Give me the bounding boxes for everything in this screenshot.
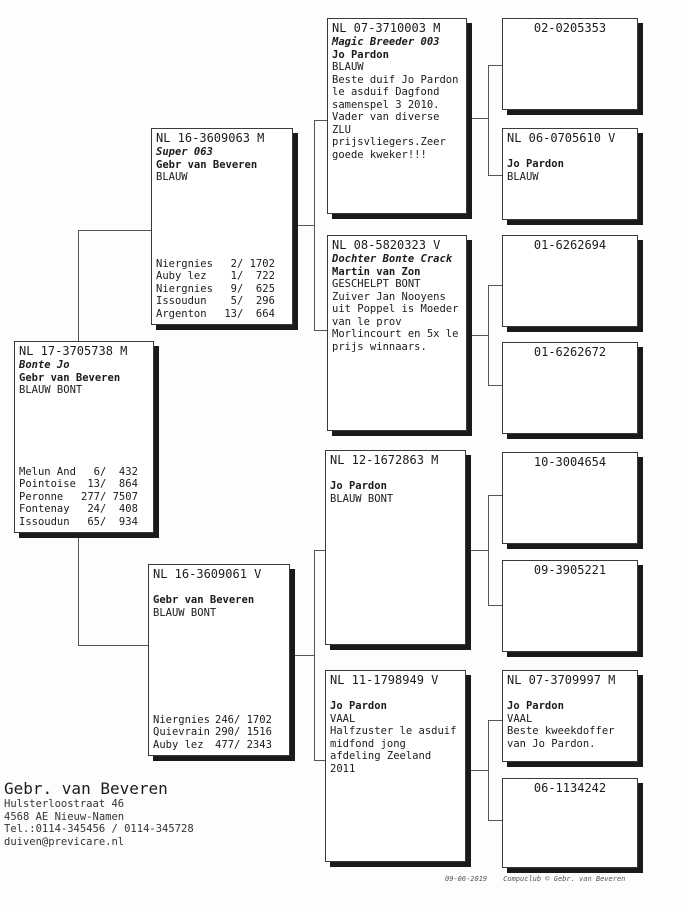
ring-number: 06-1134242 [533,781,607,795]
race-value: 13/ 664 [218,307,275,320]
connector [488,820,502,821]
ring-number: NL 07-3710003 M [332,21,441,35]
pigeon-color: VAAL [330,712,356,725]
connector [488,495,489,605]
ring-number: 02-0205353 [533,21,607,35]
pigeon-card-ff[interactable] [327,18,467,214]
connector [78,645,150,646]
connector [488,720,489,820]
connector [78,230,79,342]
ring-number: NL 06-0705610 V [507,131,616,145]
result-row [156,308,275,321]
connector [466,550,488,551]
pigeon-name: Magic Breeder 003 [332,36,440,48]
owner-name: Jo Pardon [330,480,387,492]
result-row [156,283,275,296]
connector [314,550,325,551]
breeder-street: Hulsterloostraat 46 [4,798,125,810]
owner-name: Jo Pardon [507,700,564,712]
pigeon-card-ffm[interactable] [502,128,638,220]
pigeon-color: VAAL [507,712,533,725]
pigeon-card-fmf[interactable] [502,235,638,327]
race-place: Quievrain [153,726,210,738]
race-value: 277/ 7507 [81,490,138,503]
connector [289,655,314,656]
connector [488,495,502,496]
breeder-city: 4568 AE Nieuw-Namen [4,810,125,823]
connector [314,550,315,760]
pigeon-note: Zuiver Jan Nooyens uit Poppel is Moeder van le prov Morlincourt en 5x le prijs winnaars. [332,290,459,353]
ring-number: NL 07-3709997 M [507,673,616,687]
race-place: Auby lez [153,738,204,751]
pigeon-color: BLAUW BONT [153,606,217,619]
owner-name: Martin van Zon [332,265,421,278]
pigeon-card-father[interactable] [151,128,293,325]
owner-name: Gebr van Beveren [19,371,121,384]
breeder-name: Gebr. van Beveren [4,779,168,798]
pigeon-card-fmm[interactable] [502,342,638,434]
ring-number: NL 17-3705738 M [19,344,128,358]
race-value: 65/ 934 [81,515,138,528]
race-place: Melun And [19,465,76,478]
connector [314,760,325,761]
pigeon-name: Bonte Jo [19,359,70,371]
race-place: Niergnies [153,713,210,726]
pigeon-card-mmf[interactable] [502,670,638,762]
owner-name: Jo Pardon [332,48,389,61]
race-place: Niergnies [156,257,213,270]
race-value: 290/ 1516 [215,726,272,738]
race-results [19,466,138,529]
race-place: Argenton [156,307,207,320]
result-row [19,503,138,516]
footer-credit: Compuclub © Gebr. van Beveren [503,875,626,883]
race-value: 13/ 864 [81,478,138,490]
result-row [19,478,138,491]
race-value: 6/ 432 [81,465,138,478]
pigeon-note: Beste kweekdoffer van Jo Pardon. [507,725,615,750]
ring-number: NL 16-3609061 V [153,567,262,581]
pigeon-color: BLAUW [156,171,188,183]
breeder-email: duiven@previcare.nl [4,835,125,848]
pigeon-card-fff[interactable] [502,18,638,110]
result-row [153,726,272,739]
race-place: Issoudun [156,295,207,307]
connector [466,770,488,771]
result-row [153,739,272,752]
pigeon-color: BLAUW BONT [330,492,394,505]
footer [445,875,641,883]
race-value: 5/ 296 [218,295,275,307]
pigeon-name: Dochter Bonte Crack [332,253,453,265]
race-value: 9/ 625 [218,282,275,295]
connector [488,720,502,721]
owner-name: Gebr van Beveren [156,158,258,171]
result-row [19,466,138,479]
pigeon-name: Super 063 [156,146,213,158]
pigeon-card-mother[interactable] [148,564,290,756]
connector [488,285,502,286]
race-place: Pointoise [19,478,76,490]
connector [466,118,488,119]
pigeon-card-mm[interactable] [325,670,466,862]
pigeon-color: BLAUW [507,170,539,183]
connector [488,65,502,66]
breeder-phone: Tel.:0114-345456 / 0114-345728 [4,823,194,835]
race-value: 24/ 408 [81,503,138,515]
result-row [153,714,272,727]
connector [292,225,314,226]
connector [488,175,502,176]
footer-date: 09-06-2019 [445,875,488,883]
race-place: Fontenay [19,503,70,515]
connector [466,335,488,336]
connector [488,285,489,385]
ring-number: 01-6262694 [533,238,607,252]
pigeon-color: BLAUW [332,61,364,73]
result-row [156,270,275,283]
race-value: 1/ 722 [218,270,275,282]
ring-number: NL 11-1798949 V [330,673,439,687]
race-results [156,258,275,321]
ring-number: NL 08-5820323 V [332,238,441,252]
result-row [19,491,138,504]
owner-name: Gebr van Beveren [153,594,255,606]
pigeon-card-subject[interactable] [14,341,154,533]
pigeon-card-mmm[interactable] [502,778,638,868]
connector [488,385,502,386]
connector [488,65,489,175]
ring-number: 01-6262672 [533,345,607,359]
pigeon-card-fm[interactable] [327,235,467,431]
ring-number: NL 12-1672863 M [330,453,439,467]
owner-name: Jo Pardon [330,700,387,712]
connector [78,533,79,645]
race-place: Niergnies [156,282,213,295]
result-row [156,258,275,271]
race-value: 2/ 1702 [218,257,275,270]
connector [488,605,502,606]
ring-number: NL 16-3609063 M [156,131,265,145]
breeder-address-block [4,780,194,848]
ring-number: 10-3004654 [533,455,607,469]
pigeon-card-mf[interactable] [325,450,466,645]
result-row [19,516,138,529]
pigeon-card-mfm[interactable] [502,560,638,652]
connector [314,330,327,331]
pigeon-color: BLAUW BONT [19,384,83,396]
owner-name: Jo Pardon [507,158,564,170]
connector [314,120,315,330]
pigeon-note: Beste duif Jo Pardon le asduif Dagfond samenspel 3 2010. Vader van diverse ZLU prijsvliegers.Zeer goede kweker!!! [332,73,459,161]
race-value: 477/ 2343 [215,738,272,751]
pigeon-card-mff[interactable] [502,452,638,544]
race-results [153,714,272,752]
ring-number: 09-3905221 [533,563,607,577]
race-value: 246/ 1702 [215,713,272,726]
pigeon-color: GESCHELPT BONT [332,278,421,290]
race-place: Peronne [19,490,64,503]
connector [78,230,152,231]
result-row [156,295,275,308]
race-place: Auby lez [156,270,207,282]
pigeon-note: Halfzuster le asduif midfond jong afdeling Zeeland 2011 [330,725,457,775]
connector [314,120,327,121]
race-place: Issoudun [19,515,70,528]
